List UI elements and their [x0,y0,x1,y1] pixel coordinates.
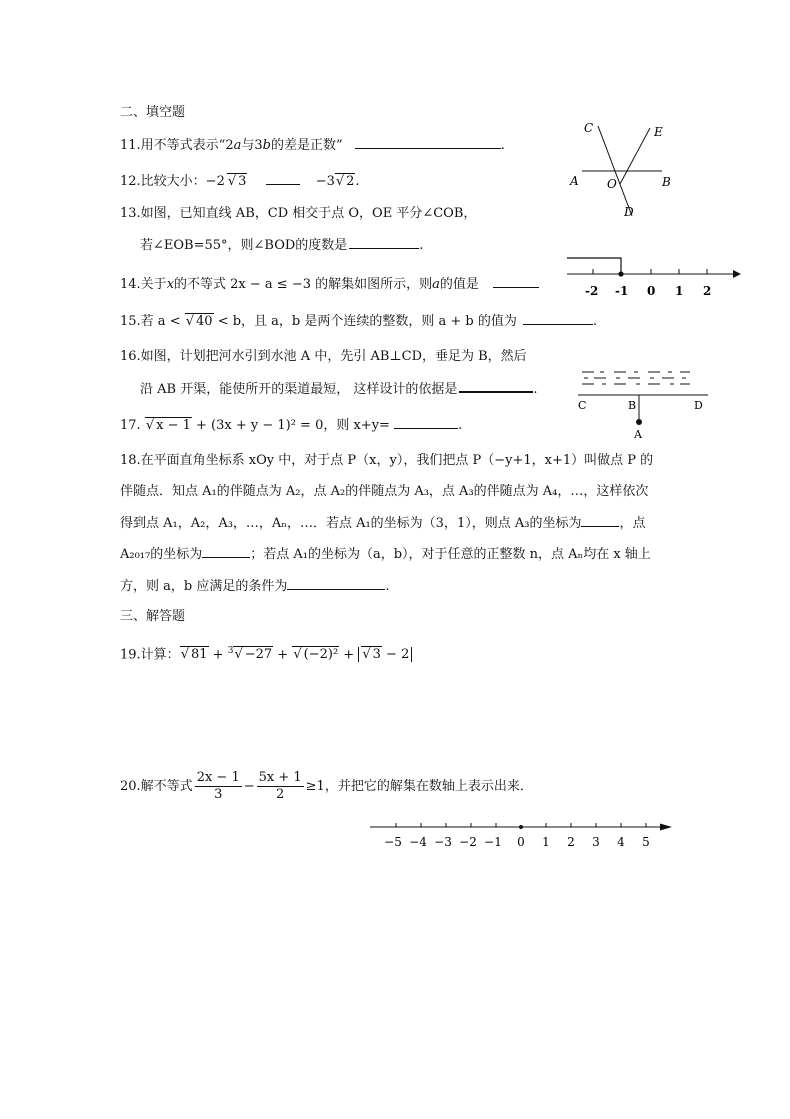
solution-ray [567,258,621,274]
question-15: 15.若 a < √ 40 < b，且 a，b 是两个连续的整数，则 a + b 的值为 . [120,314,598,329]
answer-blank-15[interactable] [523,312,593,325]
tick-label: 2 [703,284,712,298]
answer-blank-14[interactable] [493,275,539,288]
tick-label: 0 [517,835,525,849]
arrow-icon [660,824,672,831]
river-waves [582,372,690,384]
tick-label: 1 [675,284,684,298]
figure-14-number-line [565,255,745,301]
tick-label: −4 [409,835,427,849]
tick-label: 5 [642,835,650,849]
answer-blank-13[interactable] [349,236,419,249]
answer-blank-16[interactable] [459,379,533,393]
section-2-title: 二、填空题 [120,105,186,120]
label-d: D [624,205,634,216]
question-13-line2: 若∠EOB=55°，则∠BOD的度数是 . [140,238,424,253]
figure-13-lines [560,112,680,216]
origin-dot [519,825,523,829]
label-b: B [662,175,671,189]
answer-blank-12[interactable] [266,172,300,185]
tick-label: −5 [384,835,402,849]
figure-20-number-line[interactable] [366,818,678,852]
tick-label: 3 [592,835,600,849]
question-20: 20.解不等式 $\frac{2x - 1}{3}$ − $\frac{5x + 1}{2}$ ≥1，并把它的解集在数轴上表示出来． [120,770,533,802]
tick-label: 1 [542,835,550,849]
label-a: A [570,174,579,188]
figure-16-river [574,366,714,442]
question-18-line5: 方，则 a，b 应满足的条件为 . [120,579,390,594]
tick-label: -1 [615,284,629,298]
label-b: B [628,399,637,412]
answer-blank-17[interactable] [394,416,458,429]
answer-blank-18c[interactable] [287,577,385,590]
tick-label: 0 [647,284,656,298]
tick-label: 4 [617,835,625,849]
tick-label: -2 [585,284,599,298]
question-16-line2: 沿 AB 开渠，能使所开的渠道最短， 这样设计的依据是 . [140,379,537,399]
question-18-line3: 得到点 A₁，A₂，A₃，…，Aₙ，…．若点 A₁的坐标为（3，1），则点 A₃的坐标为 ，点 [120,516,646,531]
label-c: C [578,399,587,412]
label-a: A [634,428,642,441]
question-18-line4: A₂₀₁₇的坐标为 ；若点 A₁的坐标为（a，b），对于任意的正整数 n，点 Aₙ均在 x 轴上 [120,547,651,562]
tick-label: −1 [484,835,502,849]
pond-point-a [636,419,642,425]
question-18-line1: 18.在平面直角坐标系 xOy 中，对于点 P（x，y），我们把点 P（−y+1，x+1）叫做点 P 的 [120,453,654,468]
question-17: 17. √ x − 1 + (3x + y − 1)² = 0，则 x+y= . [120,418,463,433]
answer-blank-18a[interactable] [581,514,619,527]
question-18-line2: 伴随点．知点 A₁的伴随点为 A₂，点 A₂的伴随点为 A₃，点 A₃的伴随点为 A₄，…，这样依次 [120,484,649,499]
answer-blank-11[interactable] [355,136,501,149]
section-3-title: 三、解答题 [120,609,186,624]
tick-label: −2 [459,835,477,849]
question-16-line1: 16.如图，计划把河水引到水池 A 中，先引 AB⊥CD，垂足为 B，然后 [120,349,527,364]
question-12: 12.比较大小：−2 √ 3 −3√ 2. [120,174,360,189]
question-19: 19.计算：√ 81 + $^3$√ −27 + √ (−2)² + √ 3 − 2 [120,642,412,664]
question-13-line1: 13.如图，已知直线 AB，CD 相交于点 O，OE 平分∠COB， [120,206,477,221]
solid-dot [618,271,623,276]
arrow-icon [733,270,741,278]
fraction-1: $\frac{2x - 1}{3}$ [196,770,240,802]
tick-label: 2 [567,835,575,849]
question-11: 11.用不等式表示“2a与3b的差是正数” . [120,138,505,153]
label-c: C [584,121,594,135]
question-14: 14.关于x的不等式 2x − a ≤ −3 的解集如图所示，则a的值是 [120,275,539,294]
label-e: E [654,125,663,139]
ray-oe [620,128,650,184]
tick-label: −3 [434,835,452,849]
fraction-2: $\frac{5x + 1}{2}$ [258,770,302,802]
answer-blank-18b[interactable] [202,545,250,558]
label-d: D [694,399,703,412]
label-o: O [607,177,617,191]
